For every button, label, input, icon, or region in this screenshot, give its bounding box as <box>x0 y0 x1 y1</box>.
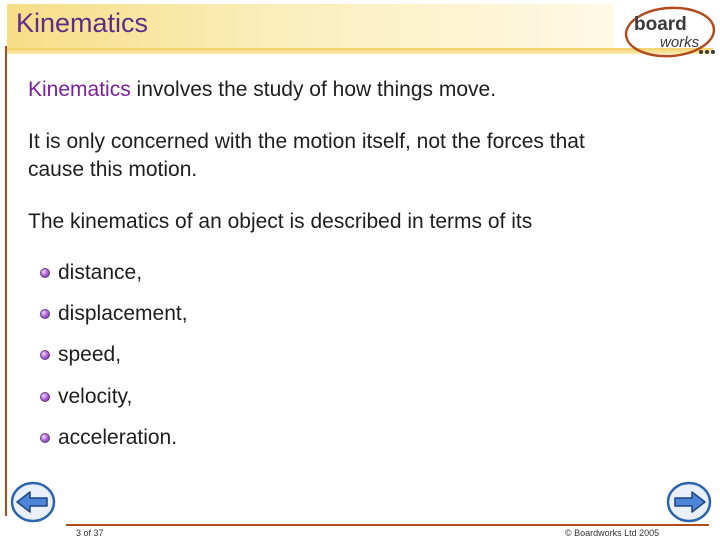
list-item <box>58 424 177 452</box>
term-kinematics: Kinematics <box>28 78 131 101</box>
motion-line-1: It is only concerned with the motion itself, not the forces that <box>28 130 585 153</box>
next-slide-button[interactable] <box>666 480 712 524</box>
bullet-icon <box>40 309 50 319</box>
previous-slide-button[interactable] <box>10 480 56 524</box>
intro-paragraph <box>28 76 496 104</box>
list-item <box>58 341 121 369</box>
left-border-line <box>5 46 7 516</box>
bullet-icon <box>40 433 50 443</box>
motion-line-2: cause this motion. <box>28 158 198 181</box>
bullet-icon <box>40 350 50 360</box>
bullet-text: velocity, <box>58 385 133 408</box>
logo-word-board: board <box>634 14 687 35</box>
described-paragraph: The kinematics of an object is described in terms of its <box>28 210 533 233</box>
bullet-text: acceleration. <box>58 426 178 449</box>
footer-line <box>66 524 709 526</box>
page-number: 3 of 37 <box>76 528 104 538</box>
title-underline <box>7 48 713 54</box>
slide-title: Kinematics <box>16 8 149 38</box>
list-item <box>58 383 132 411</box>
bullet-text: distance, <box>58 261 143 284</box>
bullet-text: speed, <box>58 343 122 366</box>
boardworks-logo <box>624 4 718 60</box>
motion-paragraph <box>28 128 688 184</box>
intro-text: involves the study of how things move. <box>130 78 497 101</box>
list-item <box>58 300 188 328</box>
logo-word-works: works <box>660 34 700 51</box>
bullet-text: displacement, <box>58 302 188 325</box>
copyright-text: © Boardworks Ltd 2005 <box>565 528 660 538</box>
bullet-icon <box>40 268 50 278</box>
list-item <box>58 259 142 287</box>
bullet-icon <box>40 392 50 402</box>
